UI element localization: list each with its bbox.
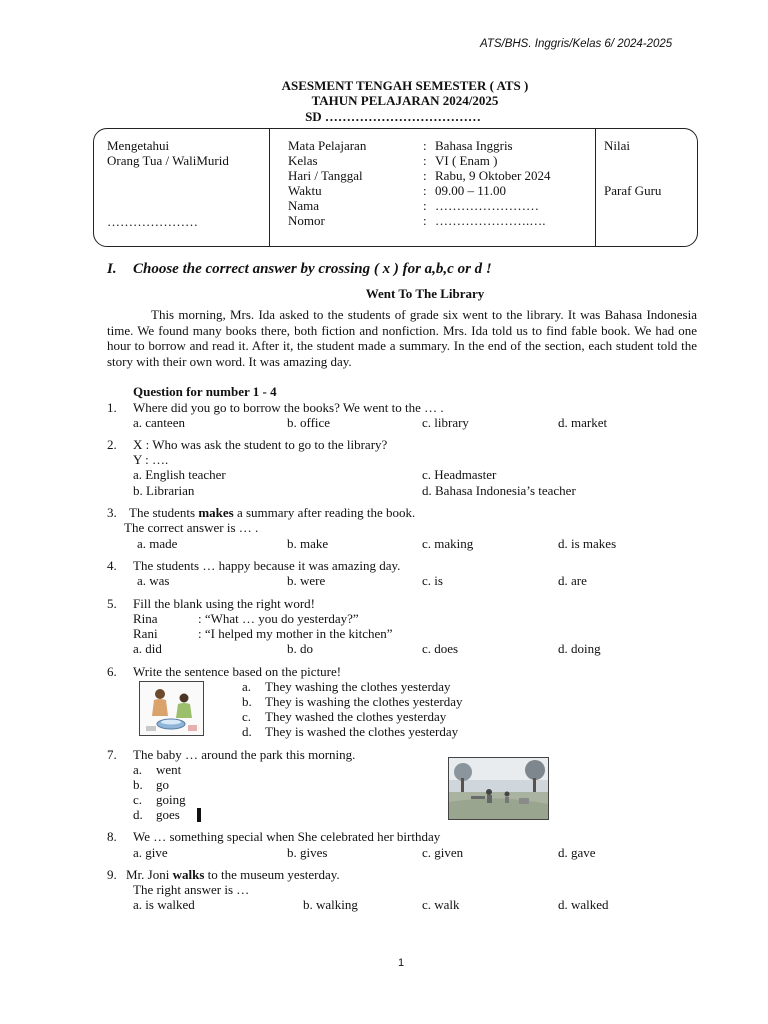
question-number: 5. — [107, 596, 117, 611]
speaker-name: Rina — [133, 611, 158, 626]
story-title: Went To The Library — [365, 286, 485, 301]
section-instruction: Choose the correct answer by crossing ( x ) for a,b,c or d ! — [133, 261, 492, 277]
date-label: Hari / Tanggal — [288, 168, 363, 183]
story-text: This morning, Mrs. Ida asked to the students of grade six went to the library. It was Bahasa Indonesia time. We found many books there, both fiction and nonfiction. Mrs. Ida told us to find fable book. We had one hour to borrow and read it. After it, the student made a summary. In the end of the section, each student told the story with their own word. It was amazing day. — [107, 307, 697, 369]
option-c[interactable]: They washed the clothes yesterday — [265, 709, 447, 724]
option-c-letter: c. — [242, 709, 252, 724]
dialogue-line: : “What … you do yesterday?” — [198, 611, 359, 626]
question-text: X : Who was ask the student to go to the library? — [133, 437, 388, 452]
question-text: Fill the blank using the right word! — [133, 596, 315, 611]
name-colon: : — [423, 198, 427, 213]
option-b-letter: b. — [242, 694, 252, 709]
option-d[interactable]: d. doing — [558, 641, 601, 656]
option-d[interactable]: d. Bahasa Indonesia’s teacher — [422, 483, 576, 498]
question-text: Mr. Joni walks to the museum yesterday. — [126, 867, 340, 882]
option-a[interactable]: a. made — [137, 536, 178, 551]
exam-school: SD ……………………………… — [305, 109, 481, 124]
time-label: Waktu — [288, 183, 322, 198]
option-d[interactable]: d. are — [558, 573, 587, 588]
option-c[interactable]: c. making — [422, 536, 474, 551]
parent-signature-line[interactable]: ………………… — [107, 214, 198, 229]
score-label: Nilai — [604, 138, 630, 153]
question-text: We … something special when She celebrated her birthday — [133, 829, 441, 844]
option-a[interactable]: a. give — [133, 845, 168, 860]
question-number: 1. — [107, 400, 117, 415]
page-number: 1 — [398, 957, 405, 969]
subject-label: Mata Pelajaran — [288, 138, 367, 153]
option-a[interactable]: a. is walked — [133, 897, 195, 912]
name-label: Nama — [288, 198, 320, 213]
question-number: 6. — [107, 664, 117, 679]
question-text: The students … happy because it was amazing day. — [133, 558, 401, 573]
class-label: Kelas — [288, 153, 318, 168]
option-c[interactable]: c. walk — [422, 897, 460, 912]
option-d[interactable]: goes — [156, 807, 180, 822]
date-colon: : — [423, 168, 427, 183]
speaker-name: Rani — [133, 626, 158, 641]
question-text: The baby … around the park this morning. — [133, 747, 356, 762]
option-b[interactable]: b. Librarian — [133, 483, 195, 498]
option-c[interactable]: c. given — [422, 845, 464, 860]
option-a-letter: a. — [242, 679, 252, 694]
option-c[interactable]: going — [156, 792, 186, 807]
option-a[interactable]: a. English teacher — [133, 467, 226, 482]
question-text: Where did you go to borrow the books? We went to the … . — [133, 400, 444, 415]
option-d[interactable]: d. is makes — [558, 536, 617, 551]
option-d-letter: d. — [133, 807, 143, 822]
class-colon: : — [423, 153, 427, 168]
number-colon: : — [423, 213, 427, 228]
question-number: 8. — [107, 829, 117, 844]
option-b[interactable]: b. office — [287, 415, 331, 430]
question-text: The students makes a summary after reading the book. — [129, 505, 416, 520]
option-b[interactable]: b. make — [287, 536, 329, 551]
option-d[interactable]: They is washed the clothes yesterday — [265, 724, 459, 739]
option-b-letter: b. — [133, 777, 143, 792]
teacher-initial-label: Paraf Guru — [604, 183, 662, 198]
section-number: I. — [107, 261, 117, 277]
dialogue-line: : “I helped my mother in the kitchen” — [198, 626, 393, 641]
question-prompt: The correct answer is … . — [124, 520, 259, 535]
question-dialogue-line: Y : …. — [133, 452, 169, 467]
name-field[interactable]: …………………… — [435, 198, 539, 213]
option-a[interactable]: They washing the clothes yesterday — [265, 679, 451, 694]
option-b[interactable]: b. gives — [287, 845, 328, 860]
subject-colon: : — [423, 138, 427, 153]
option-d-letter: d. — [242, 724, 252, 739]
option-c[interactable]: c. library — [422, 415, 469, 430]
option-c[interactable]: c. Headmaster — [422, 467, 497, 482]
option-b[interactable]: b. walking — [303, 897, 358, 912]
time-colon: : — [423, 183, 427, 198]
option-a-letter: a. — [133, 762, 143, 777]
option-a[interactable]: a. canteen — [133, 415, 185, 430]
option-b[interactable]: b. do — [287, 641, 313, 656]
story-passage — [107, 307, 697, 369]
option-c[interactable]: c. is — [422, 573, 443, 588]
option-c[interactable]: c. does — [422, 641, 459, 656]
box-divider-right — [595, 129, 596, 246]
option-d[interactable]: d. market — [558, 415, 608, 430]
option-a[interactable]: a. did — [133, 641, 162, 656]
washing-clothes-icon — [140, 682, 203, 735]
question-text: Write the sentence based on the picture! — [133, 664, 342, 679]
park-picture — [448, 757, 549, 820]
question-number: 3. — [107, 505, 117, 520]
document-header-note: ATS/BHS. Inggris/Kelas 6/ 2024-2025 — [480, 38, 673, 50]
number-label: Nomor — [288, 213, 325, 228]
parent-label: Orang Tua / WaliMurid — [107, 153, 229, 168]
option-d[interactable]: d. gave — [558, 845, 596, 860]
time-value: 09.00 – 11.00 — [435, 183, 507, 198]
class-value: VI ( Enam ) — [435, 153, 498, 168]
box-divider-left — [269, 129, 270, 246]
option-a[interactable]: went — [156, 762, 182, 777]
option-b[interactable]: go — [156, 777, 169, 792]
exam-title: ASESMENT TENGAH SEMESTER ( ATS ) — [281, 78, 529, 93]
question-group-label: Question for number 1 - 4 — [133, 384, 277, 399]
question-number: 7. — [107, 747, 117, 762]
park-icon — [449, 758, 548, 819]
option-b[interactable]: They is washing the clothes yesterday — [265, 694, 463, 709]
acknowledge-label: Mengetahui — [107, 138, 170, 153]
subject-value: Bahasa Inggris — [435, 138, 513, 153]
option-b[interactable]: b. were — [287, 573, 326, 588]
date-value: Rabu, 9 Oktober 2024 — [435, 168, 551, 183]
option-d[interactable]: d. walked — [558, 897, 609, 912]
question-number: 9. — [107, 867, 117, 882]
washing-clothes-picture — [139, 681, 204, 736]
question-number: 2. — [107, 437, 117, 452]
exam-year: TAHUN PELAJARAN 2024/2025 — [311, 93, 499, 108]
text-cursor — [197, 808, 201, 822]
option-c-letter: c. — [133, 792, 143, 807]
question-number: 4. — [107, 558, 117, 573]
question-prompt: The right answer is … — [133, 882, 250, 897]
option-a[interactable]: a. was — [137, 573, 170, 588]
number-field[interactable]: ………………….…. — [435, 213, 546, 228]
